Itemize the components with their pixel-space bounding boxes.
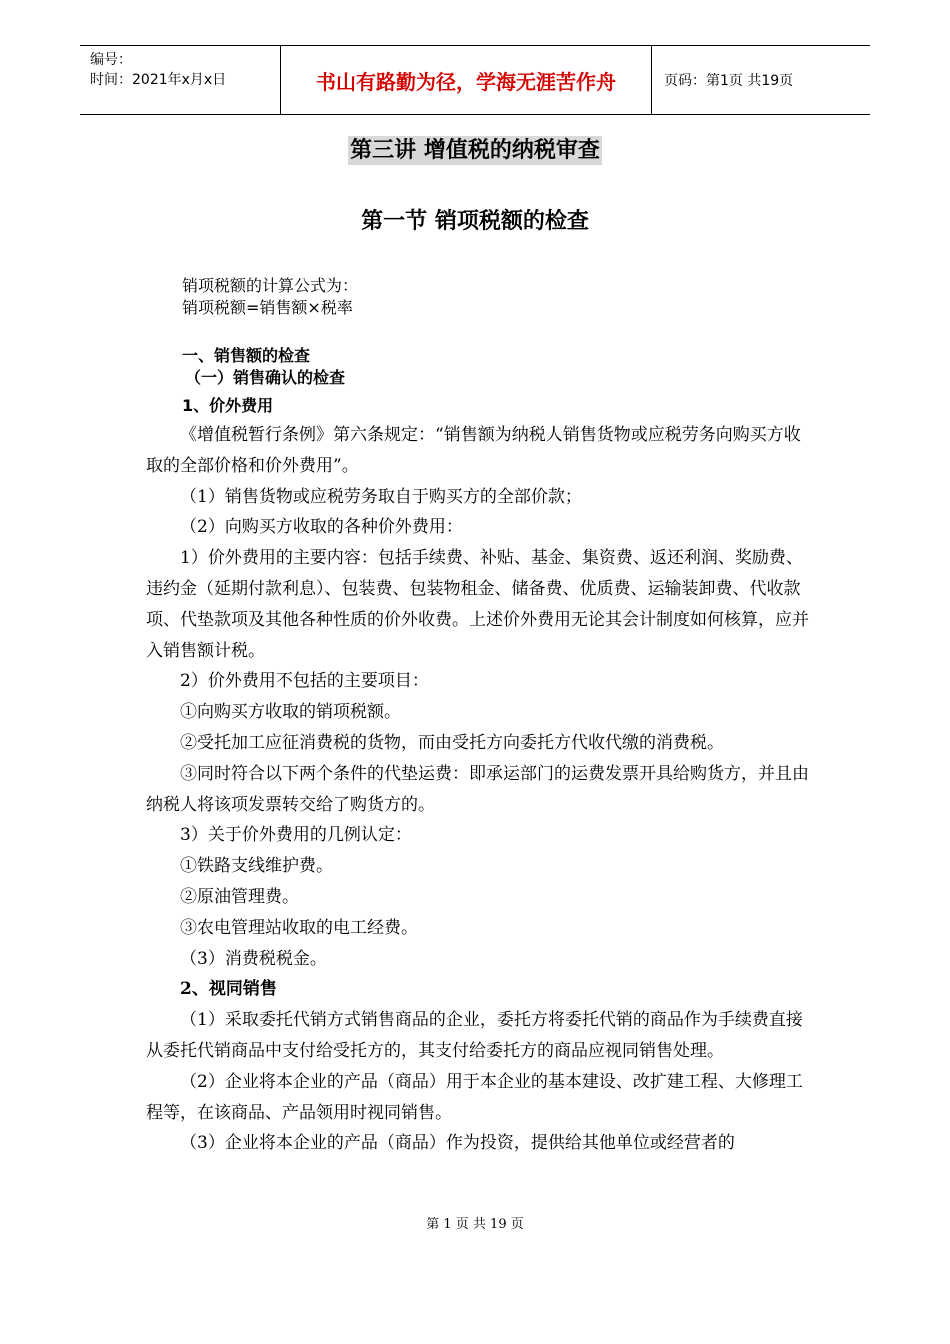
formula-intro: 销项税额的计算公式为：: [182, 276, 359, 295]
heading-sales-check: 一、销售额的检查: [182, 346, 311, 365]
lecture-title-wrap: [0, 133, 950, 164]
paragraph: 2）价外费用不包括的主要项目：: [180, 671, 429, 692]
paragraph: ①铁路支线维护费。: [180, 856, 333, 877]
page-footer: 第 1 页 共 19 页: [426, 1217, 524, 1232]
number-label: 编号：: [90, 52, 132, 68]
section-title: 第一节 销项税额的检查: [361, 209, 589, 234]
paragraph: ③同时符合以下两个条件的代垫运费：即承运部门的运费发票开具给购货方，并且由纳税人将该项发票转交给了购货方的。: [146, 763, 809, 815]
body-text: [146, 420, 812, 1159]
paragraph: （2）企业将本企业的产品（商品）用于本企业的基本建设、改扩建工程、大修理工程等，在该商品、产品领用时视同销售。: [146, 1071, 803, 1123]
paragraph: （1）采取委托代销方式销售商品的企业，委托方将委托代销的商品作为手续费直接从委托代销商品中支付给受托方的，其支付给委托方的商品应视同销售处理。: [146, 1010, 803, 1061]
paragraph: ②受托加工应征消费税的货物，而由受托方向委托方代收代缴的消费税。: [180, 732, 724, 753]
formula-block: [182, 275, 358, 319]
heading-extra-fees: 1、价外费用: [182, 396, 274, 415]
lecture-title: 第三讲 增值税的纳税审查: [350, 138, 600, 163]
paragraph: 1）价外费用的主要内容：包括手续费、补贴、基金、集资费、返还利润、奖励费、违约金（延期付款利息）、包装费、包装物租金、储备费、优质费、运输装卸费、代收款项、代垫款项及其他各种性质的价外收费。上述价外费用无论其会计制度如何核算，应并入销售额计税。: [146, 548, 809, 661]
heading-sales-confirm: （一）销售确认的检查: [185, 368, 346, 387]
paragraph: ②原油管理费。: [180, 886, 299, 907]
paragraph: （3）企业将本企业的产品（商品）作为投资，提供给其他单位或经营者的: [180, 1133, 735, 1154]
paragraph: （2）向购买方收取的各种价外费用：: [180, 517, 463, 538]
time-label: 时间：2021年x月x日: [90, 72, 227, 88]
paragraph: ③农电管理站收取的电工经费。: [180, 917, 418, 938]
paragraph: 《增值税暂行条例》第六条规定：“销售额为纳税人销售货物或应税劳务向购买方收取的全部价格和价外费用”。: [146, 425, 801, 476]
header-meta: [80, 46, 280, 114]
paragraph: （3）消费税税金。: [180, 948, 327, 969]
paragraph: ①向购买方收取的销项税额。: [180, 702, 401, 723]
paragraph: 3）关于价外费用的几例认定：: [180, 825, 412, 846]
paragraph: （1）销售货物或应税劳务取自于购买方的全部价款；: [180, 486, 582, 507]
page-header: [80, 45, 870, 115]
header-motto: 书山有路勤为径，学海无涯苦作舟: [280, 46, 652, 114]
header-page-label: 页码：第1页 共19页: [664, 73, 794, 89]
formula-expression: 销项税额=销售额×税率: [182, 298, 353, 317]
heading-deemed-sales: 2、视同销售: [180, 979, 277, 1000]
